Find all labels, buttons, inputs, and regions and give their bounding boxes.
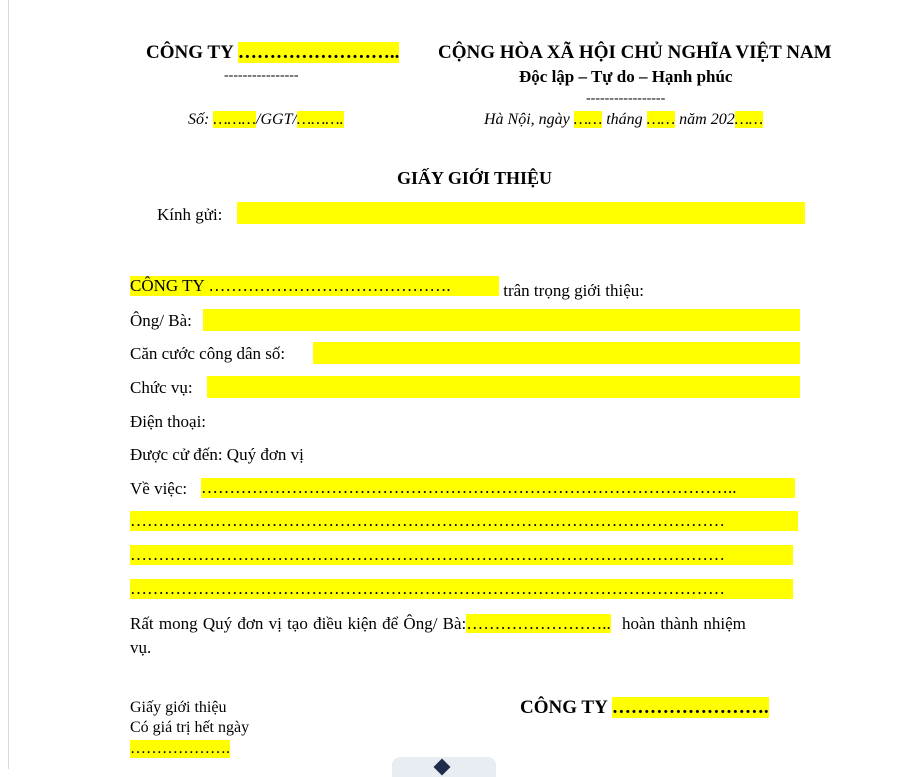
company-header	[146, 42, 399, 64]
document-date	[484, 111, 763, 129]
number-field-1[interactable]: ………	[213, 111, 257, 128]
name-label: Ông/ Bà:	[130, 311, 192, 330]
year-label: năm 202	[679, 111, 735, 128]
bottom-toolbar-tab[interactable]	[392, 757, 496, 777]
matter-label: Về việc:	[130, 479, 188, 498]
position-label: Chức vụ:	[130, 378, 193, 397]
recipient-label: Kính gửi:	[157, 205, 223, 224]
nation-title: CỘNG HÒA XÃ HỘI CHỦ NGHĨA VIỆT NAM	[438, 42, 832, 63]
matter-field-1[interactable]: …………………………………………………………………………………..	[201, 478, 795, 498]
document-title: GIẤY GIỚI THIỆU	[397, 168, 553, 188]
matter-field-2[interactable]: ……………………………………………………………………………………………	[130, 511, 798, 531]
number-label: Số:	[188, 111, 210, 128]
matter-field-3[interactable]: ……………………………………………………………………………………………	[130, 545, 793, 565]
matter-field-4[interactable]: ……………………………………………………………………………………………	[130, 579, 793, 599]
motto-separator: -----------------	[586, 91, 666, 106]
intro-line	[130, 276, 644, 301]
signature-company-label: CÔNG TY	[520, 697, 608, 718]
intro-text: trân trọng giới thiệu:	[503, 281, 644, 300]
validity-line-2: Có giá trị hết ngày	[130, 719, 250, 736]
number-code: /GGT/	[256, 111, 297, 128]
year-field[interactable]: ……	[734, 111, 764, 128]
id-label: Căn cước công dân số:	[130, 344, 286, 363]
motto: Độc lập – Tự do – Hạnh phúc	[519, 67, 733, 86]
closing-text-3: vụ.	[130, 638, 152, 657]
number-field-2[interactable]: ……….	[296, 111, 344, 128]
validity-date-field[interactable]: ……………….	[130, 740, 230, 757]
id-field[interactable]	[313, 342, 800, 364]
sent-to-label: Được cử đến: Quý đơn vị	[130, 445, 304, 464]
month-field[interactable]: ……	[646, 111, 676, 128]
recipient-field[interactable]	[237, 202, 805, 224]
signature-company-field[interactable]: …………………….	[611, 697, 769, 718]
page-edge	[8, 0, 9, 769]
company-label: CÔNG TY	[146, 42, 234, 63]
month-label: tháng	[606, 111, 643, 128]
company-name-field[interactable]: ……………………..	[237, 42, 400, 63]
document-number	[188, 111, 344, 129]
date-place: Hà Nội, ngày	[484, 111, 570, 128]
position-field[interactable]	[207, 376, 800, 398]
name-field[interactable]	[203, 309, 800, 331]
company-separator: ----------------	[224, 68, 299, 83]
closing-text-2: hoàn thành nhiệm	[622, 614, 746, 633]
intro-company-field[interactable]: CÔNG TY …………………………………….	[130, 276, 499, 296]
signature-company	[520, 697, 769, 719]
closing-text-1: Rất mong Quý đơn vị tạo điều kiện để Ông/ Bà:	[130, 614, 467, 633]
phone-label: Điện thoại:	[130, 412, 207, 431]
closing-line	[130, 614, 746, 634]
closing-name-field[interactable]: ……………………..	[466, 614, 611, 633]
validity-line-1: Giấy giới thiệu	[130, 699, 227, 716]
day-field[interactable]: ……	[573, 111, 603, 128]
diamond-icon	[434, 759, 451, 776]
